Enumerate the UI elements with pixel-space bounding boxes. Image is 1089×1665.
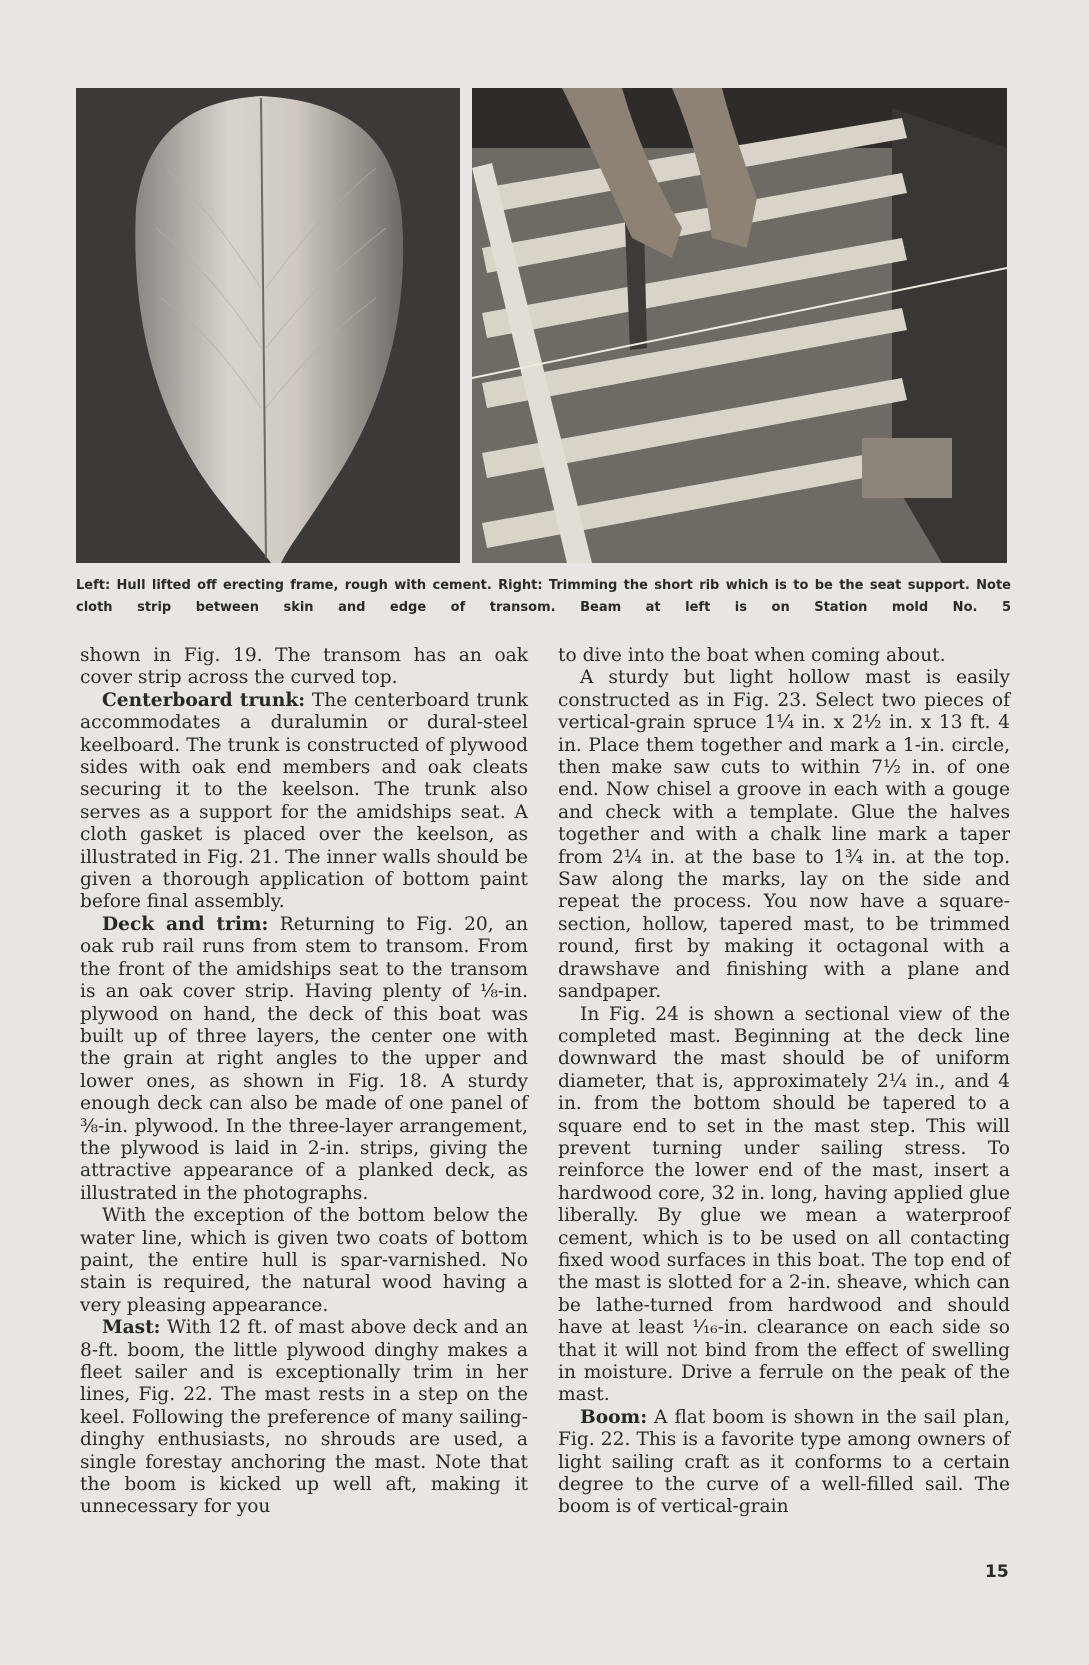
- paragraph-text: In Fig. 24 is shown a sectional view of the completed mast. Beginning at the deck line downward the mast should be of uniform diameter, that is, approximately 2¼ in., and 4 in. from the bottom should be tapered to a square end to set in the mast step. This will prevent turning under sailing stress. To reinforce the lower end of the mast, insert a hardwood core, 32 in. long, having applied glue liberally. By glue we mean a waterproof cement, which is to be used on all contacting fixed wood surfaces in this boat. The top end of the mast is slotted for a 2-in. sheave, which can be lathe-turned from hardwood and should have at least ¹⁄₁₆-in. clearance on each side so that it will not bind from the effect of swelling in moisture. Drive a ferrule on the peak of the mast.: [558, 1003, 1010, 1406]
- paragraph: [558, 667, 1010, 1003]
- left-column: [80, 645, 528, 1519]
- section-heading: Mast:: [102, 1317, 161, 1339]
- paragraph-text: Returning to Fig. 20, an oak rub rail runs from stem to transom. From the front of the amidships seat to the transom is an oak cover strip. Having plenty of ⅛-in. plywood on hand, the deck of this boat was built up of three layers, the center one with the grain at right angles to the upper and lower ones, as shown in Fig. 18. A sturdy enough deck can also be made of one panel of ⅜-in. plywood. In the three-layer arrangement, the plywood is laid in 2-in. strips, giving the attractive appearance of a planked deck, as illustrated in the photographs.: [80, 913, 528, 1204]
- rib-trimming-photo: [472, 88, 1007, 563]
- paragraph: [558, 645, 1010, 667]
- paragraph: [80, 1317, 528, 1519]
- paragraph-text: With 12 ft. of mast above deck and an 8-ft. boom, the little plywood dinghy makes a fleet sailer and is exceptionally trim in her lines, Fig. 22. The mast rests in a step on the keel. Following the preference of many sailing-dinghy enthusiasts, no shrouds are used, a single forestay anchoring the mast. Note that the boom is kicked up well aft, making it unnecessary for you: [80, 1317, 528, 1518]
- paragraph-text: shown in Fig. 19. The transom has an oak cover strip across the curved top.: [80, 645, 528, 689]
- hull-photo: [76, 88, 460, 563]
- section-heading: Deck and trim:: [102, 913, 269, 935]
- right-column: [558, 645, 1010, 1519]
- paragraph-text: to dive into the boat when coming about.: [558, 645, 946, 666]
- paragraph-text: With the exception of the bottom below the water line, which is given two coats of bottom paint, the entire hull is spar-varnished. No stain is required, the natural wood having a very pleasing appearance.: [80, 1205, 528, 1316]
- photo-caption: Left: Hull lifted off erecting frame, rough with cement. Right: Trimming the short rib which is to be the seat support. Note cloth strip between skin and edge of transom. Beam at left is on Station mold No. 5: [76, 578, 1011, 615]
- paragraph: [80, 1205, 528, 1317]
- page-number: 15: [985, 1562, 1009, 1582]
- paragraph-text: A sturdy but light hollow mast is easily constructed as in Fig. 23. Select two pieces of vertical-grain spruce 1¼ in. x 2½ in. x 13 ft. 4 in. Place them together and mark a 1-in. circle, then make saw cuts to within 7½ in. of one end. Now chisel a groove in each with a gouge and check with a template. Glue the halves together and with a chalk line mark a taper from 2¼ in. at the base to 1¾ in. at the top. Saw along the marks, lay on the side and repeat the process. You now have a square-section, hollow, tapered mast, to be trimmed round, first by making it octagonal with a drawshave and finishing with a plane and sandpaper.: [558, 667, 1010, 1003]
- paragraph-text: A flat boom is shown in the sail plan, Fig. 22. This is a favorite type among owners of light sailing craft as it conforms to a certain degree to the curve of a well-filled sail. The boom is of vertical-grain: [558, 1406, 1010, 1518]
- paragraph: [558, 1004, 1010, 1407]
- section-heading: Boom:: [580, 1406, 648, 1428]
- paragraph: [80, 914, 528, 1205]
- paragraph-text: The centerboard trunk accommodates a duralumin or dural-steel keelboard. The trunk is constructed of plywood sides with oak end members and oak cleats securing it to the keelson. The trunk also serves as a support for the amidships seat. A cloth gasket is placed over the keelson, as illustrated in Fig. 21. The inner walls should be given a thorough application of bottom paint before final assembly.: [80, 689, 528, 913]
- paragraph: [80, 645, 528, 690]
- section-heading: Centerboard trunk:: [102, 689, 306, 711]
- paragraph: [80, 690, 528, 914]
- paragraph: [558, 1407, 1010, 1519]
